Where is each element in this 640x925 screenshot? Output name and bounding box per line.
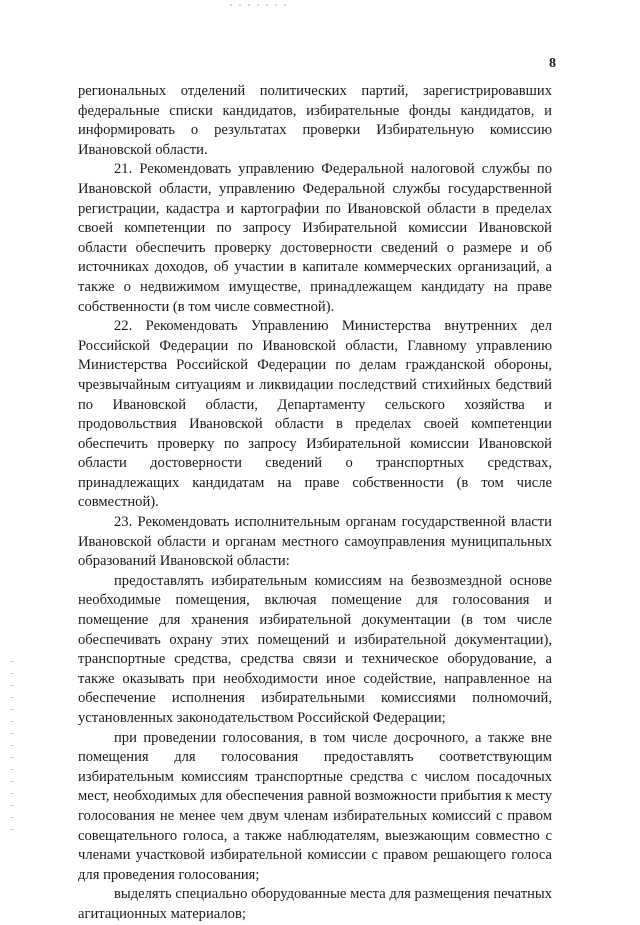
page-number: 8 <box>549 56 556 71</box>
paragraph-23-item-agitation: выделять специально оборудованные места для размещения печатных агитационных материалов; <box>78 886 552 922</box>
paragraph-23-item-premises: предоставлять избирательным комиссиям на безвозмездной основе необходимые помещения, включая помещение для голосования и помещение для хранения избирательной документации (в том числе обеспечивать охрану этих помещений и избирательной документации), транспортные средства, средства связи и техническое оборудование, а также оказывать при необходимости иное содействие, направленное на обеспечение исполнения избирательными комиссиями полномочий, установленных законодательством Российской Федерации; <box>78 572 552 726</box>
paragraph-21: 21. Рекомендовать управлению Федеральной налоговой службы по Ивановской области, управлению Федеральной службы государственной регистрации, кадастра и картографии по Ивановской области в пределах своей компетенции по запросу Избирательной комиссии Ивановской области обеспечить проверку достоверности сведений о размере и об источниках доходов, об участии в капитале коммерческих организаций, а также о недвижимом имуществе, принадлежащем кандидату на праве собственности (в том числе совместной). <box>78 161 552 315</box>
paragraph-23: 23. Рекомендовать исполнительным органам государственной власти Ивановской области и органам местного самоуправления муниципальных образований Ивановской области: <box>78 514 552 570</box>
paragraph-continuation: региональных отделений политических партий, зарегистрировавших федеральные списки кандидатов, избирательные фонды кандидатов, и информировать о результатах проверки Избирательную комиссию Ивановской области. <box>78 83 552 158</box>
paragraph-23-item-transport: при проведении голосования, в том числе досрочного, а также вне помещения для голосования предоставлять соответствующим избирательным комиссиям транспортные средства с числом посадочных мест, необходимых для обеспечения равной возможности прибытия к месту голосования не менее чем двум членам избирательных комиссий с правом совещательного голоса, а также наблюдателям, выезжающим совместно с членами участковой избирательной комиссии с правом решающего голоса для проведения голосования; <box>78 729 552 883</box>
document-body <box>78 82 552 925</box>
paragraph-22: 22. Рекомендовать Управлению Министерства внутренних дел Российской Федерации по Ивановской области, Главному управлению Министерства Российской Федерации по делам гражданской обороны, чрезвычайным ситуациям и ликвидации последствий стихийных бедствий по Ивановской области, Департаменту сельского хозяйства и продовольствия Ивановской области в пределах своей компетенции обеспечить проверку по запросу Избирательной комиссии Ивановской области достоверности сведений о транспортных средствах, принадлежащих кандидатам на праве собственности (в том числе совместной). <box>78 318 552 511</box>
scan-artifact-margin <box>10 650 14 840</box>
scan-artifact-top <box>230 4 290 6</box>
